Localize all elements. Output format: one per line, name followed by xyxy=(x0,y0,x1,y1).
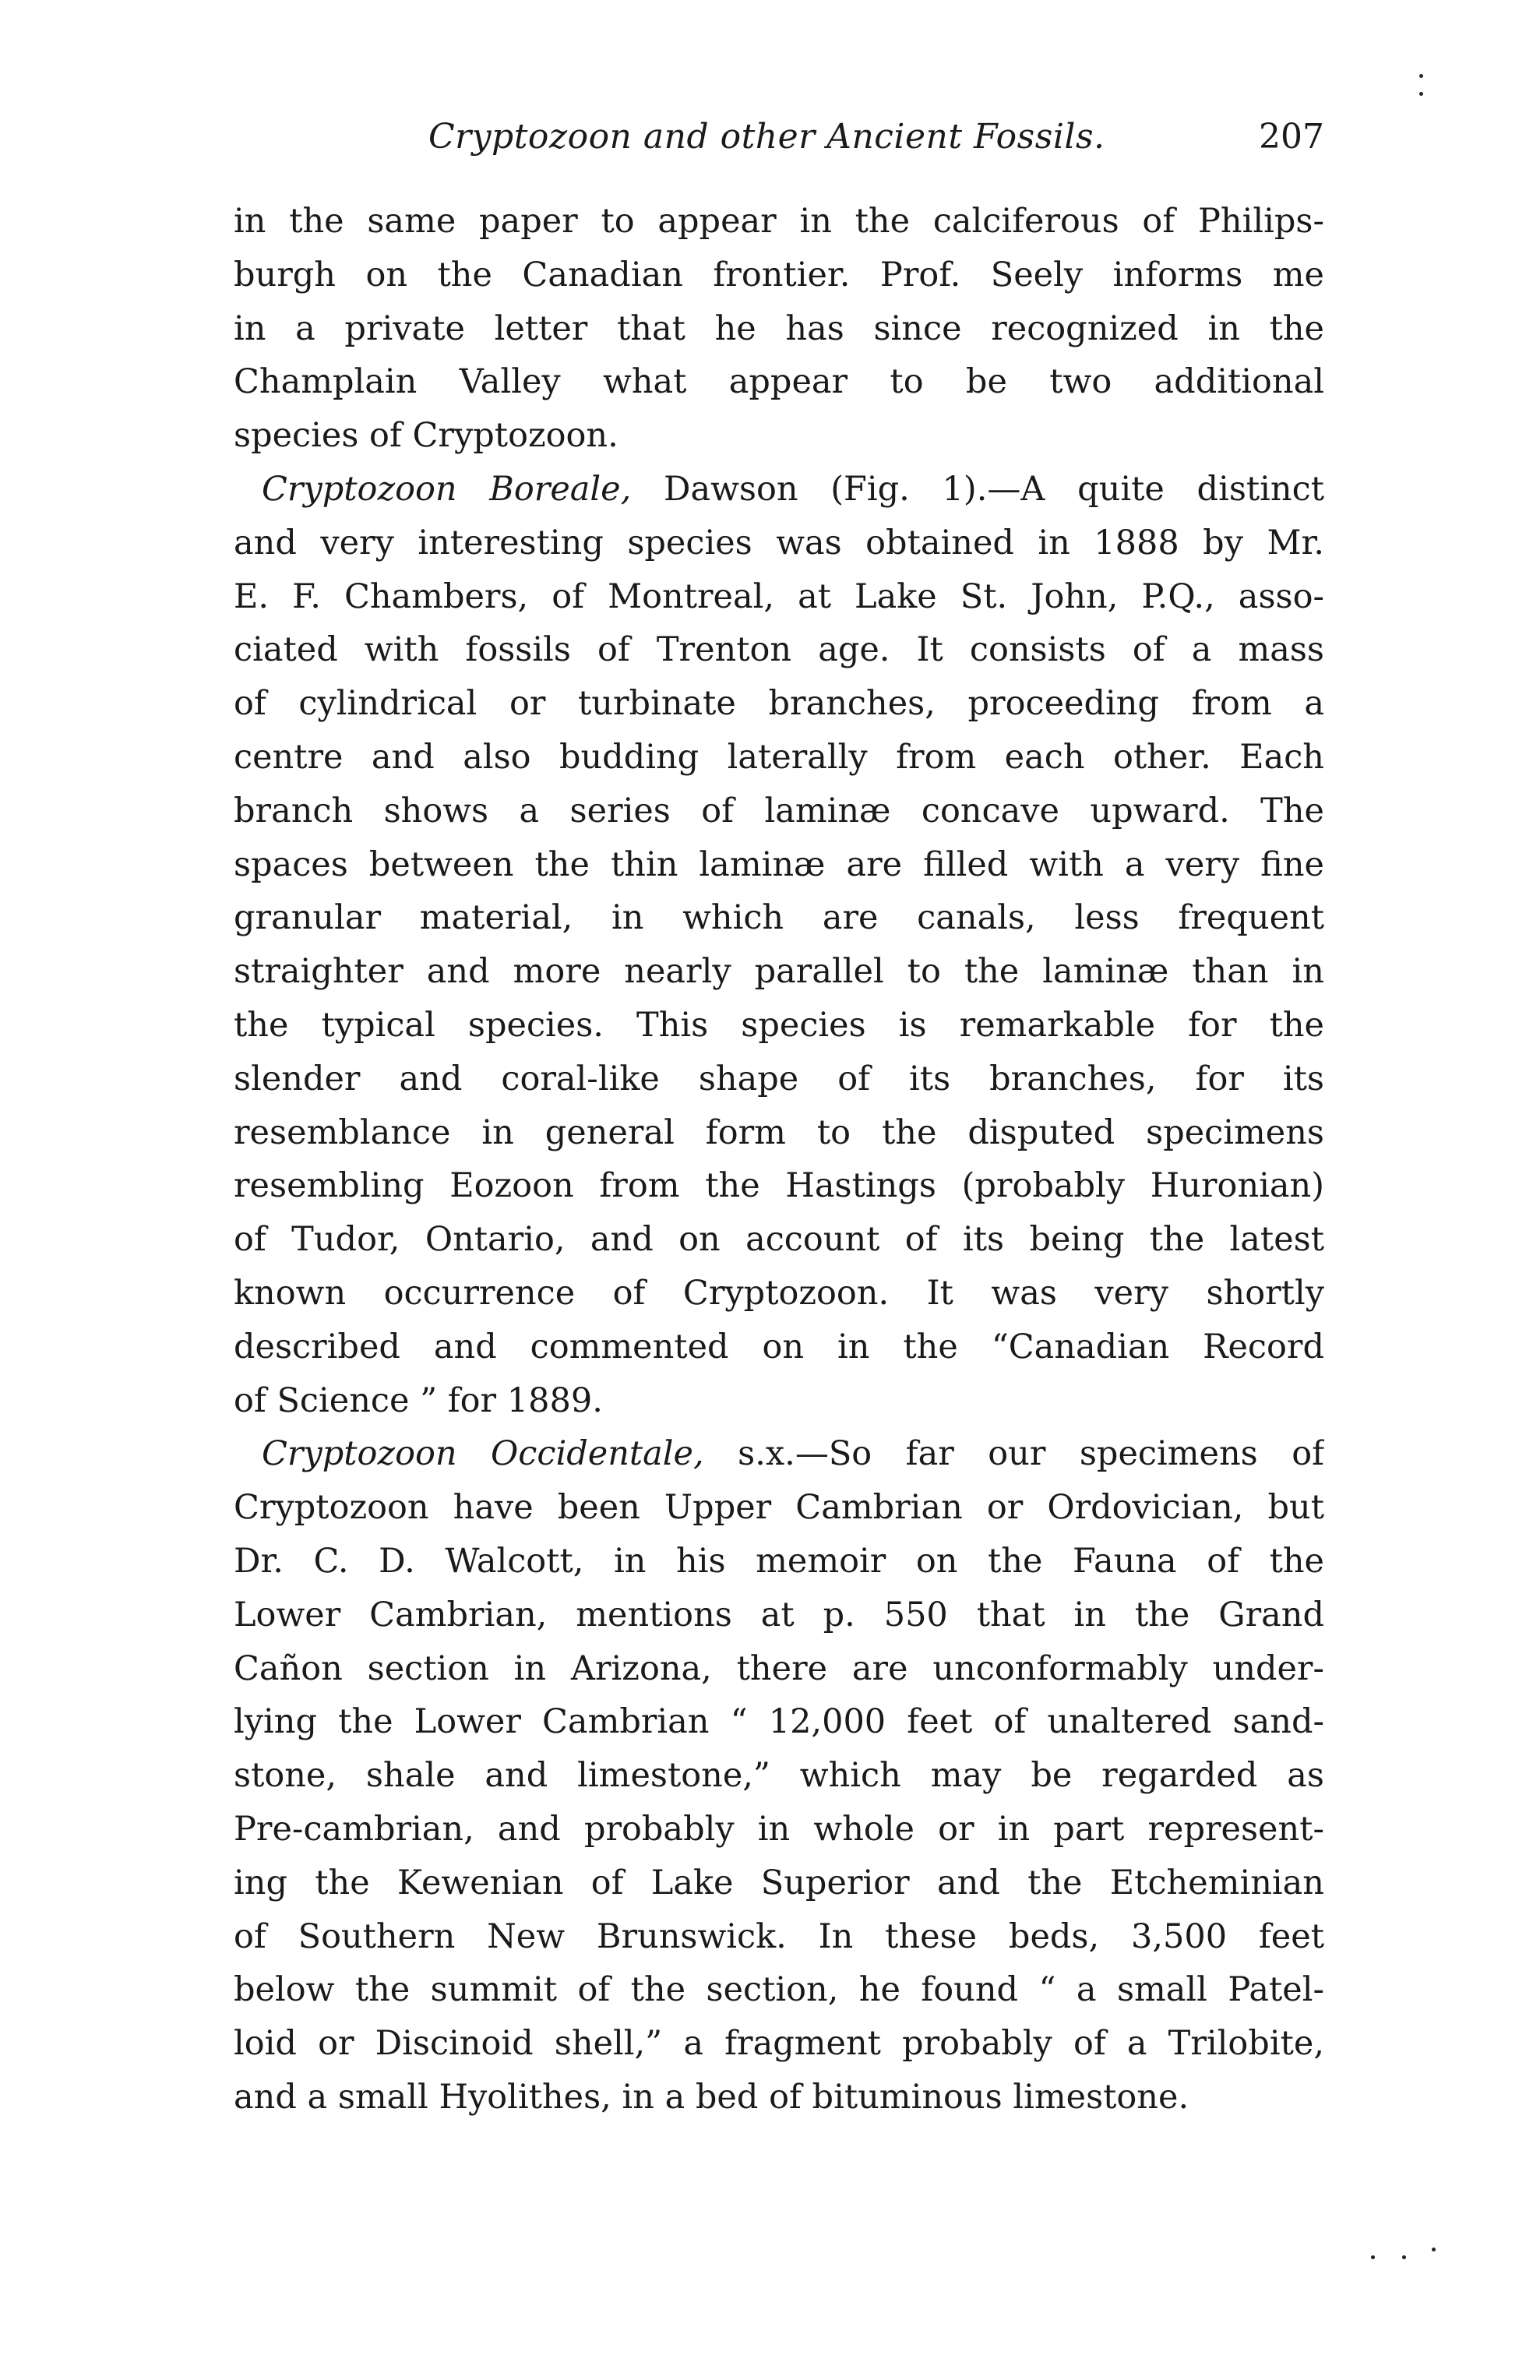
book-page xyxy=(234,117,1324,2124)
species-name: Cryptozoon Boreale, xyxy=(262,469,632,509)
text-segment: of Southern New Brunswick. In these beds, 3,500 feet xyxy=(234,1916,1324,1956)
text-line xyxy=(234,355,1324,409)
text-segment: of Tudor, Ontario, and on account of its being the latest xyxy=(234,1220,1324,1260)
text-line xyxy=(234,945,1324,999)
running-title: Cryptozoon and other Ancient Fossils. xyxy=(428,117,1105,157)
text-segment: resembling Eozoon from the Hastings (probably Huronian) xyxy=(234,1166,1324,1206)
text-segment: Cañon section in Arizona, there are unconformably under- xyxy=(234,1648,1324,1688)
text-segment: of Science ” for 1889. xyxy=(234,1380,603,1420)
text-line xyxy=(234,2017,1324,2071)
scan-speck xyxy=(1402,2255,1406,2259)
text-line xyxy=(234,1159,1324,1213)
text-segment: straighter and more nearly parallel to the laminæ than in xyxy=(234,952,1324,992)
text-segment: resemblance in general form to the disputed specimens xyxy=(234,1112,1324,1152)
text-segment: slender and coral-like shape of its branches, for its xyxy=(234,1059,1324,1098)
text-line xyxy=(234,1695,1324,1749)
text-segment: Dawson (Fig. 1).—A quite distinct xyxy=(631,469,1324,509)
text-line xyxy=(234,570,1324,624)
text-line xyxy=(234,999,1324,1052)
text-line xyxy=(234,1427,1324,1481)
scan-speck xyxy=(1371,2255,1375,2259)
text-line xyxy=(234,731,1324,785)
scan-speck xyxy=(1432,2248,1436,2251)
text-segment: species of Cryptozoon. xyxy=(234,416,618,456)
text-segment: stone, shale and limestone,” which may be regarded as xyxy=(234,1756,1324,1796)
text-line xyxy=(234,409,1324,463)
scan-speck xyxy=(1419,92,1423,96)
text-segment: of cylindrical or turbinate branches, proceeding from a xyxy=(234,684,1324,724)
species-name: Cryptozoon Occidentale, xyxy=(262,1434,704,1474)
text-line xyxy=(234,1803,1324,1856)
text-line xyxy=(234,1481,1324,1535)
text-line xyxy=(234,677,1324,731)
text-line xyxy=(234,623,1324,677)
text-line xyxy=(234,1267,1324,1320)
text-segment: centre and also budding laterally from each other. Each xyxy=(234,737,1324,777)
scan-speck xyxy=(1419,74,1423,78)
text-segment: in a private letter that he has since recognized in the xyxy=(234,309,1324,348)
text-segment: the typical species. This species is remarkable for the xyxy=(234,1005,1324,1045)
text-line xyxy=(234,1910,1324,1964)
text-segment: E. F. Chambers, of Montreal, at Lake St. John, P.Q., asso- xyxy=(234,576,1324,616)
text-segment: loid or Discinoid shell,” a fragment probably of a Trilobite, xyxy=(234,2024,1324,2064)
text-segment: s.x.—So far our specimens of xyxy=(703,1434,1324,1474)
text-segment: spaces between the thin laminæ are filled with a very fine xyxy=(234,844,1324,884)
text-line xyxy=(234,785,1324,838)
text-segment: Champlain Valley what appear to be two additional xyxy=(234,362,1324,402)
text-line xyxy=(234,1535,1324,1588)
text-segment: ing the Kewenian of Lake Superior and the Etcheminian xyxy=(234,1863,1324,1902)
running-head xyxy=(234,117,1324,195)
text-line xyxy=(234,838,1324,892)
text-line xyxy=(234,302,1324,356)
text-line xyxy=(234,195,1324,249)
text-line xyxy=(234,1374,1324,1428)
text-segment: Cryptozoon have been Upper Cambrian or Ordovician, but xyxy=(234,1488,1324,1528)
body-text xyxy=(234,195,1324,2124)
page-number: 207 xyxy=(1259,117,1324,157)
text-segment: and very interesting species was obtained in 1888 by Mr. xyxy=(234,523,1324,562)
text-line xyxy=(234,1106,1324,1160)
text-segment: known occurrence of Cryptozoon. It was very shortly xyxy=(234,1273,1324,1313)
text-line xyxy=(234,517,1324,570)
text-line xyxy=(234,1320,1324,1374)
text-line xyxy=(234,1856,1324,1910)
text-line xyxy=(234,1213,1324,1267)
text-segment: Dr. C. D. Walcott, in his memoir on the Fauna of the xyxy=(234,1541,1324,1581)
text-line xyxy=(234,1642,1324,1696)
text-segment: lying the Lower Cambrian “ 12,000 feet of unaltered sand- xyxy=(234,1702,1324,1742)
text-segment: Pre-cambrian, and probably in whole or in part represent- xyxy=(234,1809,1324,1849)
text-line xyxy=(234,1588,1324,1642)
text-segment: burgh on the Canadian frontier. Prof. Seely informs me xyxy=(234,255,1324,294)
text-segment: branch shows a series of laminæ concave upward. The xyxy=(234,791,1324,830)
text-segment: Lower Cambrian, mentions at p. 550 that in the Grand xyxy=(234,1595,1324,1634)
text-line xyxy=(234,891,1324,945)
text-segment: and a small Hyolithes, in a bed of bituminous limestone. xyxy=(234,2077,1189,2117)
text-segment: below the summit of the section, he found “ a small Patel- xyxy=(234,1970,1324,2010)
text-line xyxy=(234,1963,1324,2017)
text-line xyxy=(234,2071,1324,2124)
text-line xyxy=(234,1052,1324,1106)
text-line xyxy=(234,249,1324,302)
text-line xyxy=(234,1749,1324,1803)
text-segment: granular material, in which are canals, less frequent xyxy=(234,898,1324,938)
text-segment: described and commented on in the “Canadian Record xyxy=(234,1327,1324,1366)
text-segment: ciated with fossils of Trenton age. It consists of a mass xyxy=(234,630,1324,670)
text-segment: in the same paper to appear in the calciferous of Philips- xyxy=(234,202,1324,241)
text-line xyxy=(234,463,1324,517)
